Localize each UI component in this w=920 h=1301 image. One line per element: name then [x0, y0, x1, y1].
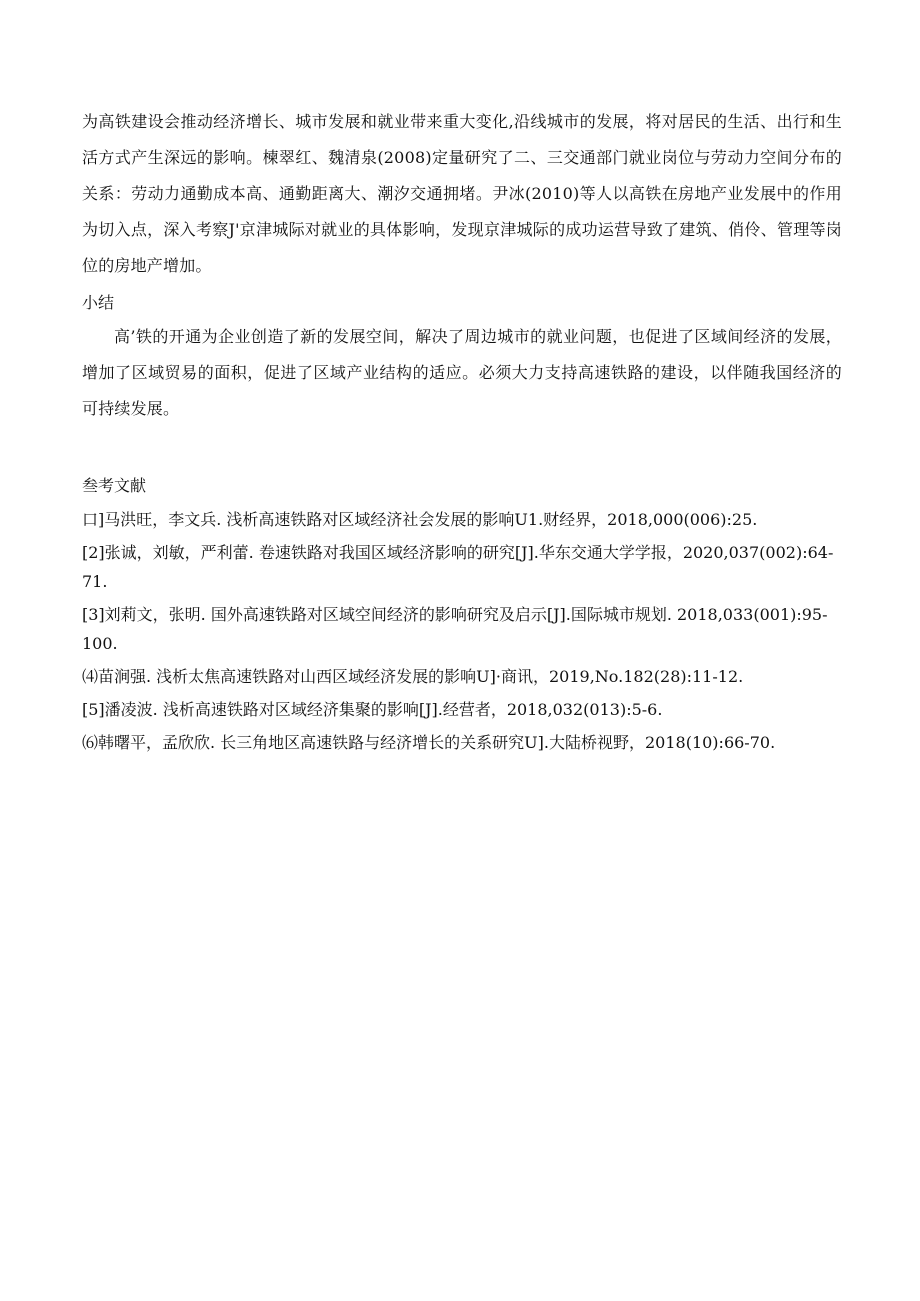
intro-text: 为高铁建设会推动经济增长、城市发展和就业带来重大变化,沿线城市的发展，将对居民的生活、出行和生活方式产生深远的影响。楝翠红、魏清泉(2008)定量研究了二、三交通部门就业岗位与劳动力空间分布的关系：劳动力通勤成本高、通勤距离大、潮汐交通拥堵。尹冰(2010)等人以高铁在房地产业发展中的作用为切入点，深入考察J'京津城际对就业的具体影响，发现京津城际的成功运营导致了建筑、俏伶、管理等岗位的房地产增加。	[82, 112, 842, 275]
reference-item: 口]马洪旺，李文兵. 浅析高速铁路对区域经济社会发展的影响U1.财经界，2018,000(006):25.	[82, 510, 758, 529]
summary-paragraph	[82, 319, 842, 427]
reference-item: [2]张诚，刘敏，严利蕾. 卷速铁路对我国区域经济影响的研究[J].华东交通大学学报，2020,037(002):64-71.	[82, 543, 834, 591]
summary-text: 高’铁的开通为企业创造了新的发展空间，解决了周边城市的就业问题，也促进了区域间经济的发展，增加了区域贸易的面积，促进了区域产业结构的适应。必须大力支持高速铁路的建设，以伴随我国经济的可持续发展。	[82, 327, 842, 418]
reference-list	[82, 505, 842, 761]
reference-item: ⑷苗涧强. 浅析太焦高速铁路对山西区域经济发展的影响U]·商讯，2019,No.182(28):11-12.	[82, 667, 744, 686]
reference-item: [3]刘莉文，张明. 国外高速铁路对区域空间经济的影响研究及启示[J].国际城市规划. 2018,033(001):95-100.	[82, 605, 828, 653]
references-heading: 叁考文献	[82, 476, 147, 495]
reference-item: [5]潘凌波. 浅析高速铁路对区域经济集聚的影响[J].经营者，2018,032(013):5-6.	[82, 700, 663, 719]
reference-item: ⑹韩曙平，孟欣欣. 长三角地区高速铁路与经济增长的关系研究U].大陆桥视野，2018(10):66-70.	[82, 733, 776, 752]
summary-heading: 小结	[82, 293, 115, 312]
intro-paragraph	[82, 104, 842, 284]
